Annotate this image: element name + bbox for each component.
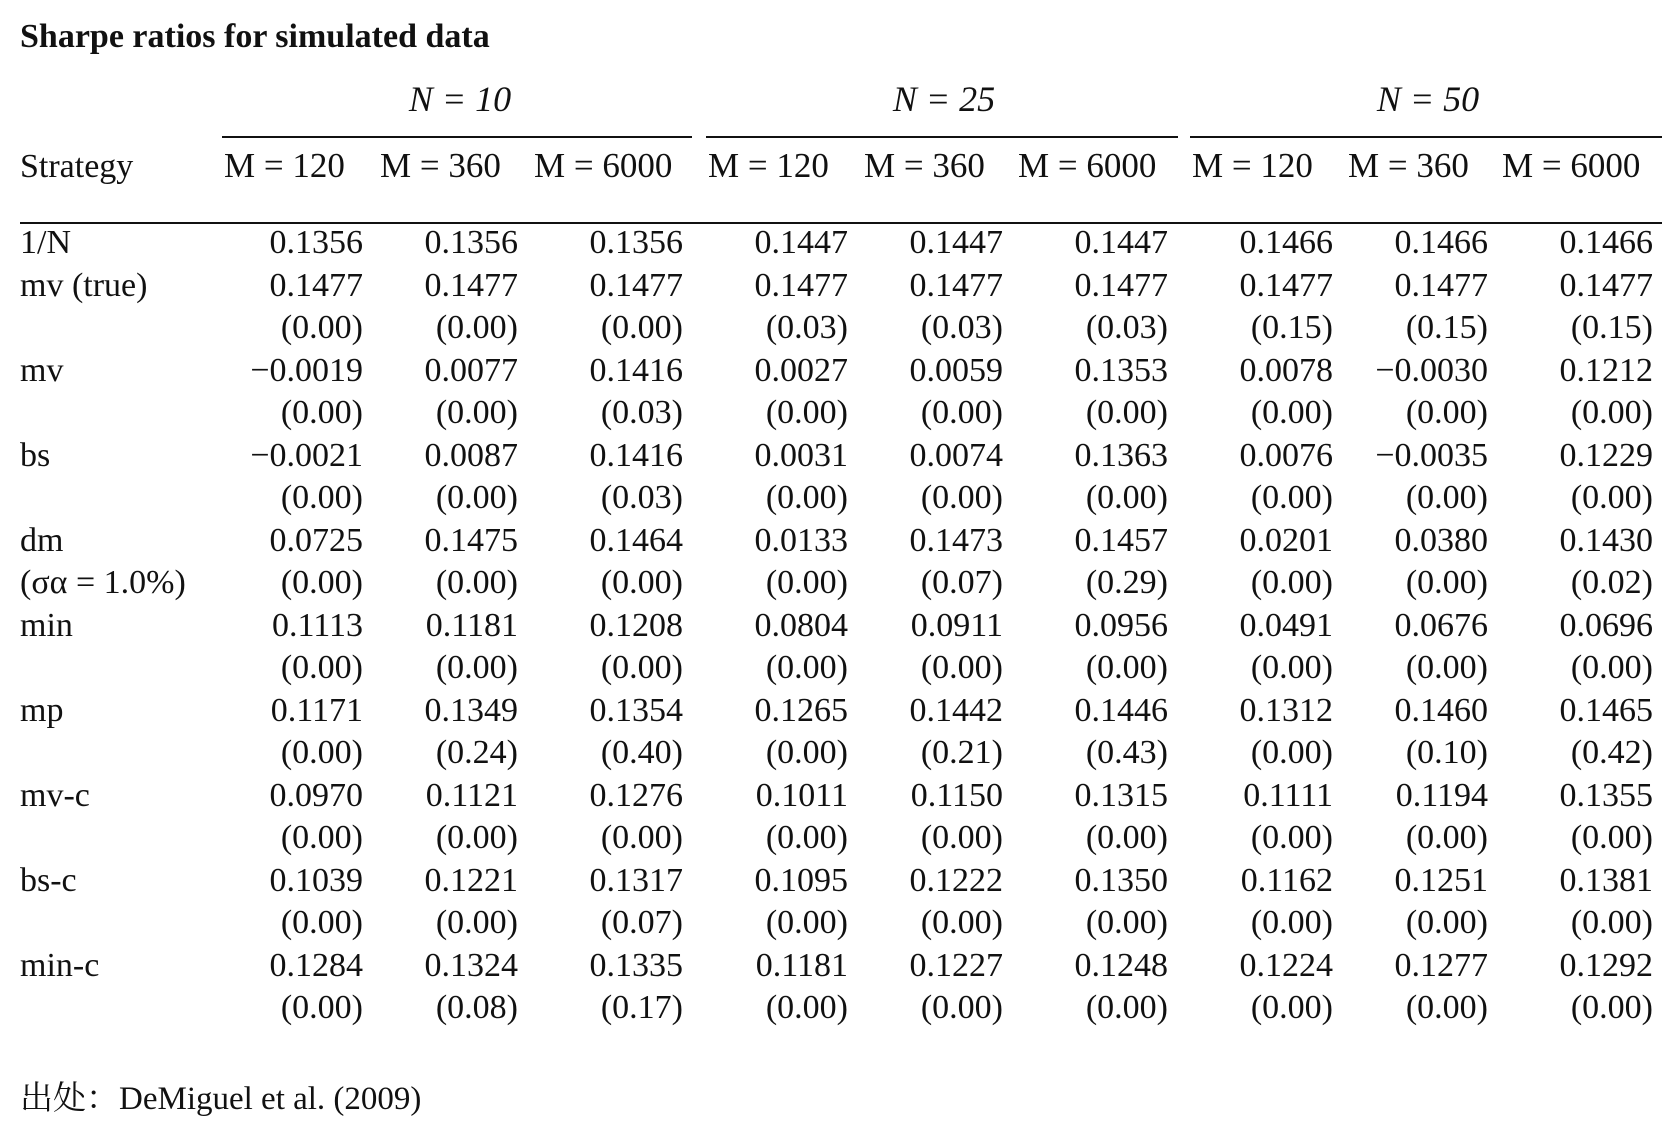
table-cell: (0.00) [435, 819, 518, 856]
table-cell: (0.00) [1085, 394, 1168, 431]
sub-header: M = 120 [708, 146, 829, 185]
table-cell: 0.1349 [424, 691, 518, 729]
table-cell: 0.1466 [1239, 224, 1333, 261]
table-cell: (0.00) [1570, 479, 1653, 516]
table-cell: (0.00) [765, 904, 848, 941]
table-cell: 0.1477 [589, 266, 683, 304]
table-cell: 0.1292 [1559, 946, 1653, 984]
table-cell: (0.00) [1405, 989, 1488, 1026]
table-cell: 0.0491 [1239, 606, 1333, 644]
table-cell: 0.1466 [1559, 224, 1653, 261]
table-cell: 0.0676 [1394, 606, 1488, 644]
table-cell: 0.1466 [1394, 224, 1488, 261]
table-cell: 0.1095 [754, 861, 848, 899]
table-cell: 0.1475 [424, 521, 518, 559]
table-row [20, 350, 1653, 393]
group-rule-n50 [1190, 136, 1662, 138]
row-label: bs [20, 436, 51, 474]
table-cell: (0.00) [435, 479, 518, 516]
table-cell: (0.00) [920, 989, 1003, 1026]
table-cell: 0.1162 [1240, 861, 1333, 899]
table-cell: 0.1416 [589, 436, 683, 474]
table-cell: 0.1416 [589, 351, 683, 389]
table-cell: (0.00) [1085, 649, 1168, 686]
table-cell: (0.00) [920, 479, 1003, 516]
table-cell: 0.1224 [1239, 946, 1333, 984]
row-label [20, 307, 215, 350]
table-cell: (0.00) [1085, 904, 1168, 941]
table-cell: (0.00) [1570, 989, 1653, 1026]
table-row [20, 520, 1653, 563]
table-cell: (0.00) [1085, 479, 1168, 516]
table-cell: 0.1353 [1074, 351, 1168, 389]
table-cell: 0.0956 [1074, 606, 1168, 644]
table-row [20, 265, 1653, 308]
table-cell: (0.00) [1250, 649, 1333, 686]
table-row [20, 307, 1653, 350]
table-cell: (0.00) [1250, 904, 1333, 941]
table-cell: (0.24) [435, 734, 518, 771]
table-cell: (0.03) [600, 394, 683, 431]
table-row [20, 732, 1653, 775]
group-rule-n10 [222, 136, 692, 138]
table-cell: (0.00) [435, 649, 518, 686]
source-note: 出处：DeMiguel et al. (2009) [20, 1081, 422, 1117]
table-cell: 0.1381 [1559, 861, 1653, 899]
table-cell: (0.00) [1250, 394, 1333, 431]
table-cell: (0.42) [1570, 734, 1653, 771]
table-cell: 0.1460 [1394, 691, 1488, 729]
table-cell: (0.00) [280, 819, 363, 856]
table-cell: 0.1181 [425, 606, 518, 644]
table-cell: 0.1356 [424, 224, 518, 261]
table-cell: 0.1277 [1394, 946, 1488, 984]
table-cell: 0.1227 [909, 946, 1003, 984]
table-cell: 0.1477 [909, 266, 1003, 304]
table-cell: (0.00) [435, 309, 518, 346]
table-cell: 0.1363 [1074, 436, 1168, 474]
table-cell: 0.1354 [589, 691, 683, 729]
table-row [20, 647, 1653, 690]
table-cell: 0.1121 [425, 776, 518, 814]
table-cell: 0.1477 [1394, 266, 1488, 304]
table-cell: (0.00) [920, 904, 1003, 941]
sub-header: M = 360 [1348, 146, 1469, 185]
table-cell: 0.1171 [270, 691, 363, 729]
sub-header: M = 360 [380, 146, 501, 185]
table-row [20, 562, 1653, 605]
table-cell: 0.0201 [1239, 521, 1333, 559]
table-cell: (0.00) [280, 564, 363, 601]
table-cell: (0.00) [1085, 819, 1168, 856]
row-label [20, 732, 215, 775]
table-cell: (0.00) [600, 819, 683, 856]
table-cell: (0.00) [1250, 989, 1333, 1026]
table-cell: (0.00) [280, 479, 363, 516]
table-cell: 0.0725 [269, 521, 363, 559]
table-cell: 0.1229 [1559, 436, 1653, 474]
table-cell: 0.1222 [909, 861, 1003, 899]
table-row [20, 477, 1653, 520]
table-cell: 0.1430 [1559, 521, 1653, 559]
table-cell: (0.08) [435, 989, 518, 1026]
table-cell: (0.00) [1085, 989, 1168, 1026]
table-cell: 0.1447 [909, 224, 1003, 261]
table-cell: 0.1473 [909, 521, 1003, 559]
table-row [20, 860, 1653, 903]
table-cell: 0.0380 [1394, 521, 1488, 559]
table-cell: (0.00) [1250, 479, 1333, 516]
table-cell: (0.00) [435, 904, 518, 941]
table-cell: 0.1356 [269, 224, 363, 261]
table-cell: (0.00) [600, 564, 683, 601]
table-cell: (0.00) [1570, 819, 1653, 856]
table-row [20, 987, 1653, 1030]
row-label [20, 477, 215, 520]
table-row [20, 605, 1653, 648]
table-cell: (0.40) [600, 734, 683, 771]
table-cell: (0.00) [1250, 734, 1333, 771]
table-cell: (0.00) [1250, 564, 1333, 601]
table-row [20, 817, 1653, 860]
table-cell: 0.1355 [1559, 776, 1653, 814]
row-label: bs-c [20, 861, 77, 899]
table-cell: (0.00) [1570, 649, 1653, 686]
table-cell: 0.1284 [269, 946, 363, 984]
table-cell: 0.0696 [1559, 606, 1653, 644]
table-cell: 0.1477 [424, 266, 518, 304]
table-cell: (0.00) [765, 989, 848, 1026]
table-cell: 0.1477 [1074, 266, 1168, 304]
table-row [20, 945, 1653, 988]
row-label: min [20, 606, 73, 644]
table-cell: (0.00) [765, 649, 848, 686]
row-label: 1/N [20, 224, 71, 261]
group-header-n25: N = 25 [892, 79, 996, 119]
table-cell: (0.17) [600, 989, 683, 1026]
row-label: dm [20, 521, 64, 559]
table-cell: 0.1465 [1559, 691, 1653, 729]
table-cell: (0.00) [765, 819, 848, 856]
table-cell: 0.0074 [909, 436, 1003, 474]
table-row [20, 690, 1653, 733]
table-cell: 0.1350 [1074, 861, 1168, 899]
table-cell: 0.1276 [589, 776, 683, 814]
table-cell: (0.00) [1570, 904, 1653, 941]
table-cell: 0.1464 [589, 521, 683, 559]
row-label: (σα = 1.0%) [20, 564, 186, 601]
table-cell: 0.0804 [754, 606, 848, 644]
table-cell: 0.0059 [909, 351, 1003, 389]
table-cell: 0.1150 [910, 776, 1003, 814]
sharpe-table [20, 222, 1653, 1030]
table-cell: −0.0035 [1375, 436, 1488, 474]
table-cell: 0.1315 [1074, 776, 1168, 814]
table-cell: 0.1356 [589, 224, 683, 261]
table-cell: (0.00) [280, 649, 363, 686]
table-cell: −0.0021 [250, 436, 363, 474]
row-label: mv-c [20, 776, 90, 814]
table-cell: 0.1324 [424, 946, 518, 984]
table-cell: −0.0030 [1375, 351, 1488, 389]
table-cell: 0.1212 [1559, 351, 1653, 389]
table-cell: (0.00) [1405, 394, 1488, 431]
table-cell: (0.03) [600, 479, 683, 516]
table-cell: (0.00) [600, 309, 683, 346]
row-label: min-c [20, 946, 100, 984]
row-label [20, 902, 215, 945]
table-cell: (0.00) [765, 479, 848, 516]
table-cell: −0.0019 [250, 351, 363, 389]
row-label [20, 392, 215, 435]
sub-header: M = 6000 [1502, 146, 1641, 185]
table-cell: (0.03) [1085, 309, 1168, 346]
table-cell: 0.1477 [1239, 266, 1333, 304]
table-cell: 0.0133 [754, 521, 848, 559]
table-cell: (0.00) [435, 394, 518, 431]
table-cell: 0.0076 [1239, 436, 1333, 474]
row-label [20, 817, 215, 860]
table-cell: 0.0027 [754, 351, 848, 389]
table-cell: (0.00) [765, 394, 848, 431]
table-cell: 0.1221 [424, 861, 518, 899]
table-cell: (0.00) [435, 564, 518, 601]
table-cell: 0.1457 [1074, 521, 1168, 559]
table-row [20, 222, 1653, 265]
table-cell: 0.1251 [1394, 861, 1488, 899]
table-cell: (0.00) [280, 394, 363, 431]
table-cell: (0.00) [920, 649, 1003, 686]
table-cell: 0.1194 [1395, 776, 1488, 814]
table-cell: (0.00) [920, 394, 1003, 431]
table-cell: (0.00) [1570, 394, 1653, 431]
group-rule-n25 [706, 136, 1178, 138]
table-cell: 0.1335 [589, 946, 683, 984]
table-cell: (0.15) [1570, 309, 1653, 346]
table-cell: (0.00) [1405, 479, 1488, 516]
table-cell: (0.00) [280, 734, 363, 771]
table-cell: 0.1446 [1074, 691, 1168, 729]
table-cell: (0.10) [1405, 734, 1488, 771]
table-cell: 0.0087 [424, 436, 518, 474]
table-cell: 0.1312 [1239, 691, 1333, 729]
table-cell: 0.1208 [589, 606, 683, 644]
table-cell: 0.1447 [1074, 224, 1168, 261]
group-header-n50: N = 50 [1376, 79, 1480, 119]
row-label: mp [20, 691, 64, 729]
sub-header: M = 6000 [1018, 146, 1157, 185]
table-cell: (0.15) [1405, 309, 1488, 346]
table-cell: (0.00) [765, 734, 848, 771]
table-cell: 0.1265 [754, 691, 848, 729]
table-cell: 0.1248 [1074, 946, 1168, 984]
table-cell: (0.00) [1405, 819, 1488, 856]
table-cell: (0.00) [920, 819, 1003, 856]
table-cell: 0.0031 [754, 436, 848, 474]
table-cell: 0.1442 [909, 691, 1003, 729]
table-cell: 0.1011 [755, 776, 848, 814]
sub-header: M = 6000 [534, 146, 673, 185]
table-cell: 0.0078 [1239, 351, 1333, 389]
table-row [20, 902, 1653, 945]
table-cell: 0.1111 [1243, 776, 1333, 814]
stub-header: Strategy [20, 148, 134, 185]
table-cell: 0.0911 [910, 606, 1003, 644]
table-cell: (0.43) [1085, 734, 1168, 771]
sub-header: M = 120 [1192, 146, 1313, 185]
table-row [20, 775, 1653, 818]
table-cell: (0.02) [1570, 564, 1653, 601]
table-cell: 0.1317 [589, 861, 683, 899]
table-row [20, 435, 1653, 478]
table-cell: 0.0970 [269, 776, 363, 814]
table-cell: 0.1181 [755, 946, 848, 984]
sub-header: M = 360 [864, 146, 985, 185]
table-cell: (0.00) [1405, 649, 1488, 686]
table-cell: 0.1477 [1559, 266, 1653, 304]
table-cell: (0.29) [1085, 564, 1168, 601]
table-cell: (0.00) [765, 564, 848, 601]
table-cell: 0.1039 [269, 861, 363, 899]
table-cell: (0.15) [1250, 309, 1333, 346]
table-cell: (0.03) [920, 309, 1003, 346]
group-header-n10: N = 10 [408, 79, 512, 119]
row-label: mv (true) [20, 266, 148, 304]
sub-header: M = 120 [224, 146, 345, 185]
table-cell: (0.00) [1250, 819, 1333, 856]
row-label [20, 987, 215, 1030]
table-cell: (0.00) [600, 649, 683, 686]
table-cell: (0.07) [920, 564, 1003, 601]
table-cell: (0.00) [280, 904, 363, 941]
table-cell: (0.00) [280, 309, 363, 346]
table-cell: 0.1447 [754, 224, 848, 261]
table-cell: (0.07) [600, 904, 683, 941]
table-cell: (0.00) [280, 989, 363, 1026]
table-cell: (0.00) [1405, 564, 1488, 601]
table-title: Sharpe ratios for simulated data [20, 18, 490, 55]
table-cell: 0.1113 [272, 606, 363, 644]
row-label: mv [20, 351, 64, 389]
table-cell: (0.03) [765, 309, 848, 346]
table-cell: (0.00) [1405, 904, 1488, 941]
row-label [20, 647, 215, 690]
table-cell: 0.0077 [424, 351, 518, 389]
table-cell: 0.1477 [754, 266, 848, 304]
table-cell: 0.1477 [269, 266, 363, 304]
table-row [20, 392, 1653, 435]
table-cell: (0.21) [920, 734, 1003, 771]
